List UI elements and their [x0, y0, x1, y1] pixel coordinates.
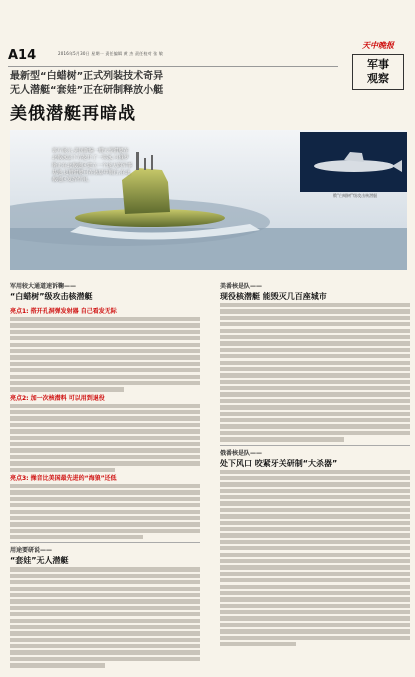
article-text-block	[10, 404, 200, 472]
inset-caption: 俄“白蜡树”级攻击核潜艇	[332, 193, 378, 198]
left-section-title-2: “套娃”无人潜艇	[10, 556, 69, 566]
point-3: 亮点3: 操音比美国最先进的“海狼”还低	[10, 474, 117, 482]
page-header	[8, 46, 338, 67]
article-text-block	[220, 303, 410, 442]
page-number: A14	[8, 48, 37, 63]
column-title-line-2: 观察	[367, 72, 389, 85]
main-headline: 美俄潜艇再暗战	[10, 104, 136, 124]
right-column	[220, 282, 410, 648]
inset-photo	[300, 132, 407, 192]
left-pre-title: 军用较大通道速诉鞠——	[10, 283, 77, 290]
photo-caption: 该片展示,美国新编一艘大型潜艇在北极冰层下方挖开了一块冰,与俄罗斯正在北极地区建立一个庞大的军事基地,这艘潜艇可在冰层中航行,在北极地区发挥作用。	[52, 148, 133, 184]
article-text-block	[10, 484, 200, 539]
article-text-block	[10, 317, 200, 392]
right-section-title: 现役核潜艇 能毁灭几百座城市	[220, 292, 327, 301]
left-section-title: “白蜡树”级攻击核潜艇	[10, 292, 93, 301]
left-column	[10, 282, 200, 670]
inset-submarine	[300, 132, 407, 192]
article-text-block	[220, 470, 410, 647]
kicker-line-2: 无人潜艇“套娃”正在研制释放小艇	[10, 85, 164, 96]
masthead	[352, 40, 404, 106]
column-title-line-1: 军事	[367, 58, 389, 71]
point-1: 亮点1: 搭开孔洞弹发射器 自己看发无际	[10, 308, 117, 315]
right-pre-title-2: 俄番核是队——	[220, 449, 263, 457]
issue-meta: 2016年5月30日 星期一 责任编辑 黄 杰 责任校对 张 敏	[58, 51, 164, 56]
right-section-title-2: 处下风口 咬紧牙关研制“大杀器”	[220, 458, 338, 468]
article-text-block	[10, 567, 200, 667]
column-title-box	[352, 54, 404, 90]
right-pre-title: 美番核是队——	[220, 283, 263, 290]
point-2: 亮点2: 加一次核潜料 可以用到退役	[10, 394, 105, 402]
kicker-line-1: 最新型“白蜡树”正式列装技术奇异	[10, 71, 164, 82]
left-pre-title-2: 用途要研说——	[10, 547, 53, 555]
newspaper-logo: 天中晚报	[362, 40, 394, 50]
